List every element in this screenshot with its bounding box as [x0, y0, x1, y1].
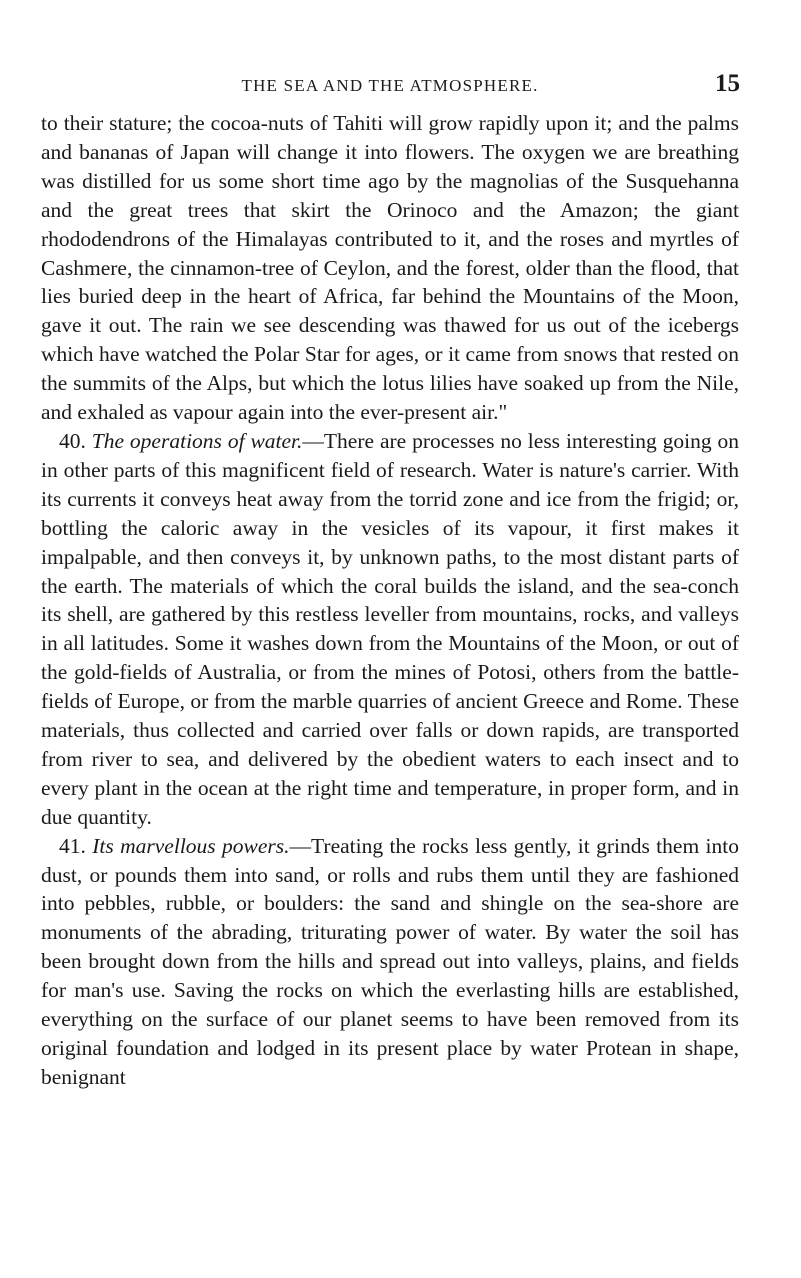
- section-title: The operations of water.: [91, 428, 303, 453]
- section-number: 40.: [59, 428, 86, 453]
- section-number: 41.: [59, 833, 86, 858]
- section-text: —There are processes no less interesting going on in other parts of this magnificent field of research. Water is nature's carrier. With its currents it conveys heat away from the torrid zone and ice from the frigid; or, bottling the caloric away in the vesicles of its vapour, it first makes it impalpable, and then conveys it, by unknown paths, to the most distant parts of the earth. The materials of which the coral builds the island, and the sea-conch its shell, are gathered by this restless leveller from mountains, rocks, and valleys in all latitudes. Some it washes down from the Mountains of the Moon, or out of the gold-fields of Australia, or from the mines of Potosi, others from the battle-fields of Europe, or from the marble quarries of ancient Greece and Rome. These materials, thus collected and carried over falls or down rapids, are transported from river to sea, and delivered by the obedient waters to each insect and to every plant in the ocean at the right time and temperature, in proper form, and in due quantity.: [41, 428, 739, 829]
- paragraph-section-41: [41, 832, 739, 1092]
- running-title: THE SEA AND THE ATMOSPHERE.: [241, 76, 539, 95]
- paragraph-section-40: [41, 427, 739, 832]
- body-text: [41, 109, 739, 1092]
- running-head: [40, 70, 740, 100]
- paragraph-continuation: to their stature; the cocoa-nuts of Tahiti will grow rapidly upon it; and the palms and bananas of Japan will change it into flowers. The oxygen we are breathing was distilled for us some short time ago by the magnolias of the Susquehanna and the great trees that skirt the Orinoco and the Amazon; the giant rhododendrons of the Himalayas contributed to it, and the roses and myrtles of Cashmere, the cinnamon-tree of Ceylon, and the forest, older than the flood, that lies buried deep in the heart of Africa, far behind the Mountains of the Moon, gave it out. The rain we see descending was thawed for us out of the icebergs which have watched the Polar Star for ages, or it came from snows that rested on the summits of the Alps, but which the lotus lilies have soaked up from the Nile, and exhaled as vapour again into the ever-present air.": [41, 111, 739, 425]
- section-text: —Treating the rocks less gently, it grinds them into dust, or pounds them into sand, or rolls and rubs them until they are fashioned into pebbles, rubble, or boulders: the sand and shingle on the sea-shore are monuments of the abrading, triturating power of water. By water the soil has been brought down from the hills and spread out into valleys, plains, and fields for man's use. Saving the rocks on which the everlasting hills are established, everything on the surface of our planet seems to have been removed from its original foundation and lodged in its present place by water Protean in shape, benignant: [41, 833, 739, 1089]
- page-number: 15: [715, 70, 740, 97]
- section-title: Its marvellous powers.: [92, 833, 290, 858]
